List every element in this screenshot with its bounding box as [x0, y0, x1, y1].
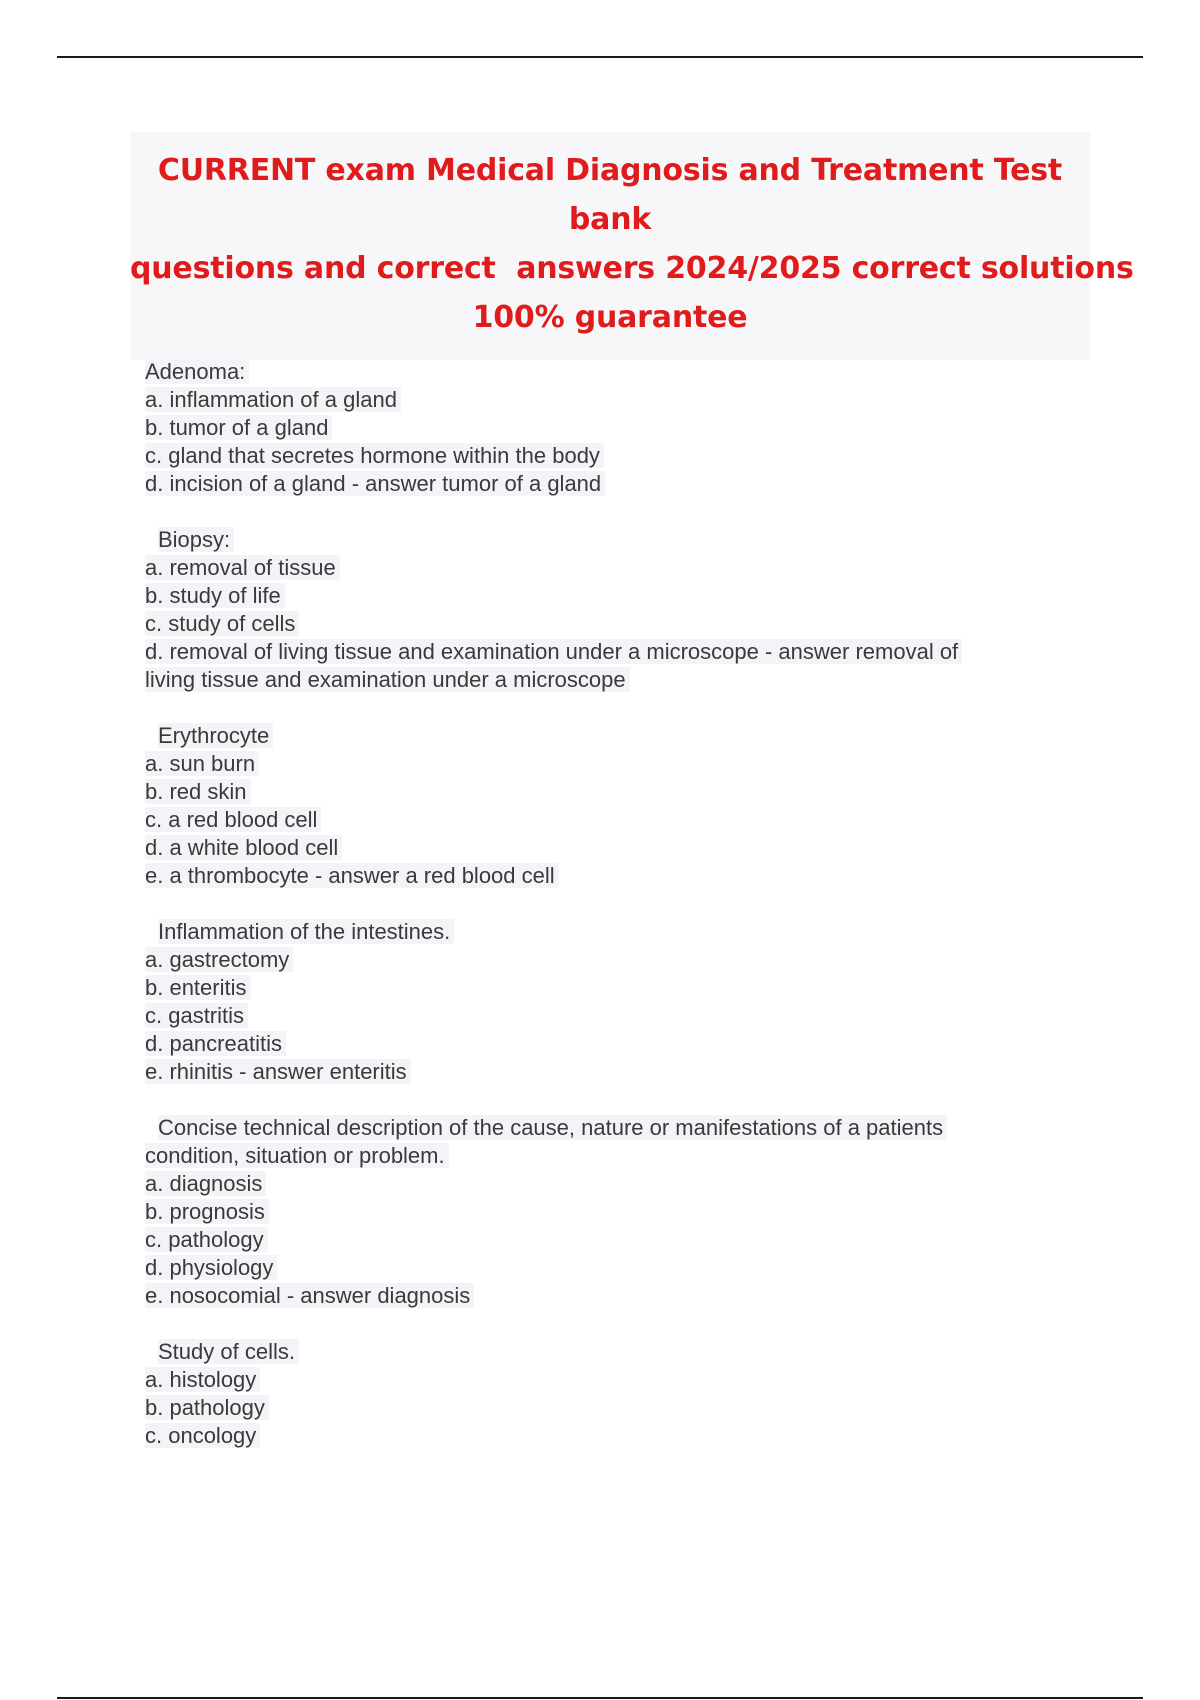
question-item [145, 1114, 1045, 1310]
answer-option: b. enteritis [145, 974, 1045, 1002]
answer-option: e. rhinitis - answer enteritis [145, 1058, 1045, 1086]
title-line: 100% guarantee [472, 300, 748, 335]
answer-option: c. study of cells [145, 610, 1045, 638]
answer-option: b. pathology [145, 1394, 1045, 1422]
question-stem: Study of cells. [145, 1338, 1045, 1366]
answer-option: b. prognosis [145, 1198, 1045, 1226]
question-item [145, 358, 1045, 498]
top-divider [57, 56, 1143, 58]
question-item [145, 1338, 1045, 1450]
answer-option: a. diagnosis [145, 1170, 1045, 1198]
question-stem: Inflammation of the intestines. [145, 918, 1045, 946]
answer-option: c. oncology [145, 1422, 1045, 1450]
question-stem: Biopsy: [145, 526, 1045, 554]
question-item [145, 526, 1045, 694]
answer-option: a. removal of tissue [145, 554, 1045, 582]
answer-option: e. nosocomial - answer diagnosis [145, 1282, 1045, 1310]
answer-option: a. sun burn [145, 750, 1045, 778]
question-item [145, 722, 1045, 890]
title-line: questions and correct answers 2024/2025 correct solutions [130, 251, 1134, 286]
answer-option: d. physiology [145, 1254, 1045, 1282]
answer-option-continued: living tissue and examination under a microscope [145, 666, 1045, 694]
answer-option: c. gland that secretes hormone within the body [145, 442, 1045, 470]
question-item [145, 918, 1045, 1086]
answer-option: b. study of life [145, 582, 1045, 610]
answer-option: b. tumor of a gland [145, 414, 1045, 442]
answer-option: a. gastrectomy [145, 946, 1045, 974]
answer-option: d. incision of a gland - answer tumor of a gland [145, 470, 1045, 498]
question-stem: Erythrocyte [145, 722, 1045, 750]
question-stem-continued: condition, situation or problem. [145, 1142, 1045, 1170]
bottom-divider [57, 1697, 1143, 1699]
answer-option: c. pathology [145, 1226, 1045, 1254]
answer-option: a. histology [145, 1366, 1045, 1394]
answer-option: d. removal of living tissue and examination under a microscope - answer removal of [145, 638, 1045, 666]
title-line: CURRENT exam Medical Diagnosis and Treatment Test bank [157, 153, 1063, 237]
answer-option: d. a white blood cell [145, 834, 1045, 862]
answer-option: a. inflammation of a gland [145, 386, 1045, 414]
answer-option: e. a thrombocyte - answer a red blood cell [145, 862, 1045, 890]
answer-option: c. gastritis [145, 1002, 1045, 1030]
question-list [145, 358, 1045, 1478]
question-stem: Adenoma: [145, 358, 1045, 386]
answer-option: b. red skin [145, 778, 1045, 806]
question-stem: Concise technical description of the cause, nature or manifestations of a patients [145, 1114, 1045, 1142]
document-title [130, 146, 1134, 342]
answer-option: c. a red blood cell [145, 806, 1045, 834]
title-block [130, 132, 1134, 360]
answer-option: d. pancreatitis [145, 1030, 1045, 1058]
